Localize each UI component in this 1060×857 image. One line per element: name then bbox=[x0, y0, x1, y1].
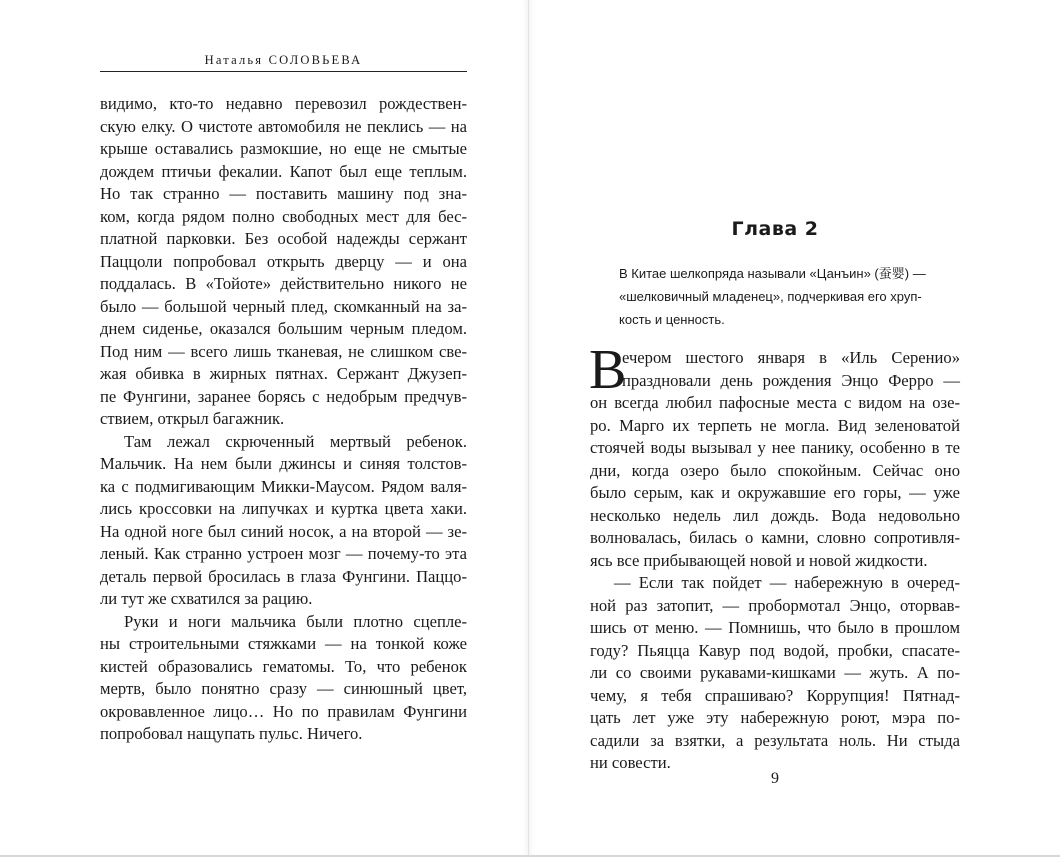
text-line: Мальчик. На нем были джинсы и синяя толстов- bbox=[100, 454, 467, 473]
text-line: дождем птичьи фекалии. Капот был еще теплым. bbox=[100, 161, 467, 181]
text-line: Под ним — всего лишь тканевая, не слишком све- bbox=[100, 341, 467, 361]
text-line: цать лет уже эту набережную роют, мэра по- bbox=[590, 708, 960, 727]
chapter-title: Глава 2 bbox=[731, 218, 819, 240]
text-line: году? Пьяцца Кавур под водой, пробки, спасате- bbox=[590, 640, 960, 660]
running-head-author: Наталья СОЛОВЬЕВА bbox=[204, 53, 363, 67]
drop-cap: В bbox=[589, 339, 627, 401]
left-body-text bbox=[100, 93, 467, 746]
text-line: дни, когда озеро было спокойным. Сейчас оно bbox=[590, 460, 960, 480]
text-line: ны строительными стяжками — на тонкой коже bbox=[100, 634, 467, 653]
text-line: платной парковки. Без особой надежды сержант bbox=[100, 229, 467, 248]
page-number: 9 bbox=[771, 770, 779, 787]
text-line: кистей образовались гематомы. То, что ребенок bbox=[100, 656, 467, 676]
text-line: несколько недель лил дождь. Вода недовольно bbox=[590, 505, 960, 525]
text-line: ли со своими рукавами-кишками — жуть. А по- bbox=[590, 663, 960, 682]
left-page bbox=[0, 0, 529, 855]
text-line: ка с подмигивающим Микки-Маусом. Рядом валя- bbox=[100, 476, 467, 496]
text-line: он всегда любил пафосные места с видом на озе- bbox=[590, 393, 960, 412]
epigraph bbox=[619, 262, 939, 331]
text-line: шись от меню. — Помнишь, что было в прошлом bbox=[590, 618, 960, 637]
text-line: Паццоли попробовал открыть дверцу — и она bbox=[100, 251, 467, 271]
text-line: мертв, было понятно сразу — синюшный цвет, bbox=[100, 679, 467, 698]
text-line: ро. Марго их терпеть не могла. Вид зеленоватой bbox=[590, 415, 960, 435]
text-line: ствием, открыл багажник. bbox=[100, 409, 285, 428]
text-line: скую елку. О чистоте автомобиля не пеклись — на bbox=[100, 116, 467, 136]
text-line: поддалась. В «Тойоте» действительно никого не bbox=[100, 274, 467, 293]
text-line: леный. Как странно устроен мозг — почему-то эта bbox=[100, 544, 467, 563]
text-line: стоячей воды вызывал у нее панику, особенно в те bbox=[590, 438, 960, 457]
text-line: ни совести. bbox=[590, 753, 671, 772]
text-line: лись кроссовки на липучках и куртка цвета хаки. bbox=[100, 499, 467, 518]
text-line: деталь первой бросилась в глаза Фунгини. Паццо- bbox=[100, 566, 467, 586]
text-line: садили за взятки, а результата ноль. Ни стыда bbox=[590, 730, 960, 750]
text-line: чему, я тебя спрашиваю? Коррупция! Пятнад- bbox=[590, 685, 960, 705]
epigraph-line: В Китае шелкопряда называли «Цанъин» (蚕婴) — bbox=[619, 266, 926, 281]
text-line: волновалась, билась о камни, словно сопротивля- bbox=[590, 528, 960, 547]
text-line: жая обивка в жирных пятнах. Сержант Джузеп- bbox=[100, 364, 467, 383]
text-line: пе Фунгини, заранее борясь с недобрым предчув- bbox=[100, 386, 467, 406]
text-line: крыше оставались размокшие, но еще не смытые bbox=[100, 139, 467, 158]
text-line: Но так странно — поставить машину под зна- bbox=[100, 184, 467, 203]
text-line: Там лежал скрюченный мертвый ребенок. bbox=[124, 431, 467, 451]
text-line: днем сиденье, оказался большим черным пледом. bbox=[100, 319, 467, 338]
text-line: попробовал нащупать пульс. Ничего. bbox=[100, 724, 363, 743]
text-line: праздновали день рождения Энцо Ферро — bbox=[622, 370, 960, 390]
text-line: Руки и ноги мальчика были плотно сцепле- bbox=[124, 611, 467, 631]
text-line: ли тут же схватился за рацию. bbox=[100, 589, 313, 608]
epigraph-line: «шелковичный младенец», подчеркивая его хруп- bbox=[619, 289, 922, 304]
header-rule bbox=[100, 71, 467, 72]
text-line: ясь все прибывающей новой и новой жидкости. bbox=[590, 550, 928, 570]
text-line: ком, когда рядом полно свободных мест для бес- bbox=[100, 206, 467, 226]
text-line: было серым, как и окружавшие его горы, — уже bbox=[590, 483, 960, 502]
text-line: ной раз затопит, — пробормотал Энцо, оторвав- bbox=[590, 595, 960, 615]
text-line: ечером шестого января в «Иль Серенио» bbox=[622, 348, 960, 367]
text-line: окровавленное лицо… Но по правилам Фунгини bbox=[100, 701, 467, 721]
text-line: На одной ноге был синий носок, а на второй — зе- bbox=[100, 521, 467, 541]
text-line: было — большой черный плед, скомканный на за- bbox=[100, 296, 467, 316]
text-line: видимо, кто-то недавно перевозил рождествен- bbox=[100, 94, 467, 113]
text-line: — Если так пойдет — набережную в очеред- bbox=[614, 573, 960, 592]
right-body-text bbox=[589, 339, 960, 775]
epigraph-line: кость и ценность. bbox=[619, 312, 725, 327]
